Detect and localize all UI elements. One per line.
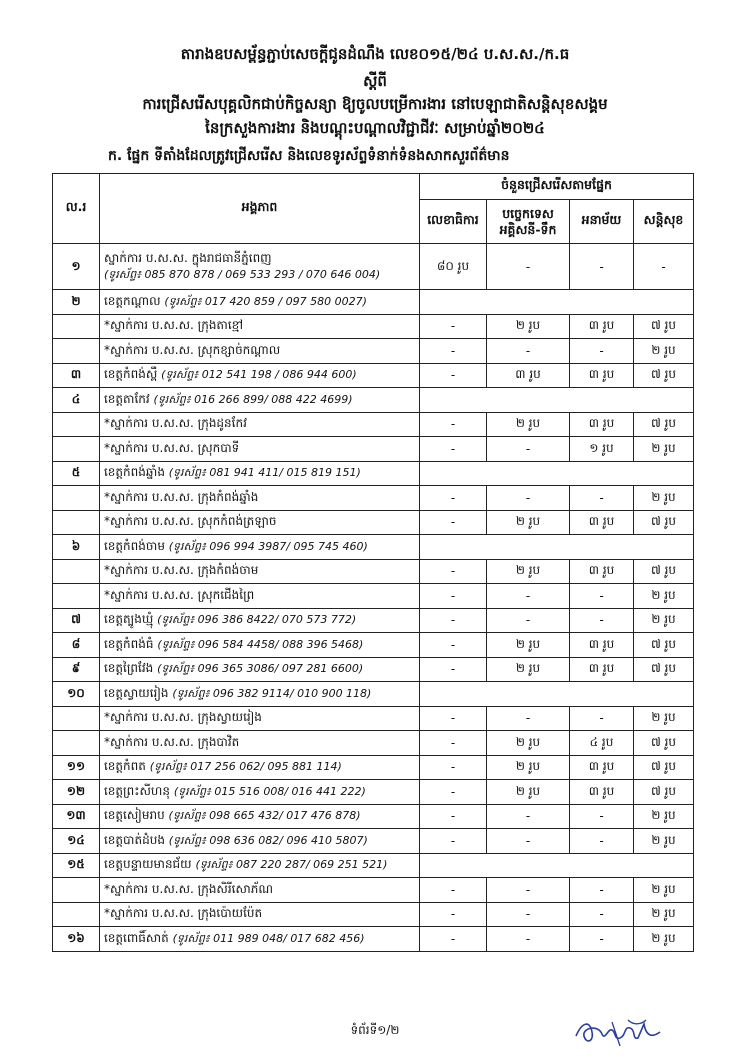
count-secretary: -: [420, 559, 487, 584]
entity-name: ខេត្តព្រៃវែង: [104, 661, 154, 676]
count-janitor: ៣ រូប: [570, 510, 634, 535]
row-number: ១: [53, 244, 100, 290]
entity-cell: [100, 559, 420, 584]
province-group-row: [53, 290, 694, 315]
section-heading: ក. ផ្នែក ទីតាំងដែលត្រូវជ្រើសរើស និងលេខទូរស័ព្ទទំនាក់ទំនងសាកសួរព័ត៌មាន: [108, 148, 510, 164]
count-technical: -: [487, 486, 570, 511]
count-secretary: -: [420, 633, 487, 658]
table-row: [53, 902, 694, 927]
count-security: ៧ រូប: [634, 780, 694, 805]
table-row: [53, 584, 694, 609]
count-technical: -: [487, 829, 570, 854]
row-number: [53, 559, 100, 584]
count-security: -: [634, 244, 694, 290]
col-header-entity: អង្គភាព: [100, 174, 420, 244]
count-secretary: -: [420, 755, 487, 780]
count-secretary: -: [420, 363, 487, 388]
count-technical: ២ រូប: [487, 731, 570, 756]
entity-cell: [100, 486, 420, 511]
table-row: [53, 706, 694, 731]
page-number: ទំព័រទី១/២: [350, 1023, 400, 1037]
row-number: [53, 902, 100, 927]
count-technical: ២ រូប: [487, 633, 570, 658]
count-technical: ២ រូប: [487, 412, 570, 437]
entity-phone: (ទូរស័ព្ទ៖ 096 386 8422/ 070 573 772): [157, 613, 357, 627]
count-secretary: -: [420, 878, 487, 903]
count-secretary: -: [420, 412, 487, 437]
entity-name: *ស្នាក់ការ ប.ស.ស. ក្រុងប៉ោយប៉ែត: [104, 906, 263, 921]
table-row: [53, 412, 694, 437]
entity-name: *ស្នាក់ការ ប.ស.ស. ក្រុងបាវិត: [104, 734, 240, 749]
entity-name: ខេត្តស្វាយរៀង: [104, 685, 169, 700]
count-security: ២ រូប: [634, 829, 694, 854]
col-header-technical: [487, 200, 570, 244]
count-technical: -: [487, 584, 570, 609]
document-subject: ការជ្រើសរើសបុគ្គលិកជាប់កិច្ចសន្យា ឱ្យចូលបម្រើការងារ នៅបេឡាជាតិសន្តិសុខសង្គម: [142, 95, 608, 113]
count-janitor: -: [570, 608, 634, 633]
col-header-security: សន្តិសុខ: [634, 200, 694, 244]
entity-phone: (ទូរស័ព្ទ៖ 085 870 878 / 069 533 293 / 070 646 004): [104, 267, 381, 281]
entity-name: *ស្នាក់ការ ប.ស.ស. ក្រុងស្វាយរៀង: [104, 710, 262, 725]
empty-group-cell: [420, 461, 694, 486]
count-secretary: ៨០ រូប: [420, 244, 487, 290]
entity-cell: [100, 706, 420, 731]
entity-name: *ស្នាក់ការ ប.ស.ស. ស្រុកបាទី: [104, 440, 240, 455]
table-row: [53, 559, 694, 584]
entity-name: ខេត្តកំពង់ធំ: [104, 636, 154, 651]
count-security: ៧ រូប: [634, 510, 694, 535]
row-number: [53, 437, 100, 462]
count-technical: ២ រូប: [487, 510, 570, 535]
row-number: ១២: [53, 780, 100, 805]
table-row: [53, 244, 694, 290]
entity-cell: [100, 388, 420, 413]
count-security: ៧ រូប: [634, 363, 694, 388]
count-secretary: -: [420, 339, 487, 364]
document-ministry: នៃក្រសួងការងារ និងបណ្តុះបណ្តាលវិជ្ជាជីវៈ សម្រាប់ឆ្នាំ២០២៤: [205, 119, 545, 137]
row-number: ១៦: [53, 927, 100, 952]
province-group-row: [53, 682, 694, 707]
count-janitor: ១ រូប: [570, 437, 634, 462]
row-number: [53, 412, 100, 437]
count-technical: -: [487, 927, 570, 952]
count-technical: -: [487, 878, 570, 903]
entity-cell: [100, 902, 420, 927]
entity-name: *ស្នាក់ការ ប.ស.ស. ក្រុងដូនកែវ: [104, 416, 247, 431]
count-security: ២ រូប: [634, 878, 694, 903]
row-number: ៧: [53, 608, 100, 633]
count-security: ២ រូប: [634, 339, 694, 364]
count-secretary: -: [420, 608, 487, 633]
row-number: ១៣: [53, 804, 100, 829]
row-number: ១១: [53, 755, 100, 780]
entity-phone: (ទូរស័ព្ទ៖ 017 256 062/ 095 881 114): [149, 760, 342, 774]
table-row: [53, 339, 694, 364]
table-row: [53, 878, 694, 903]
row-number: [53, 486, 100, 511]
entity-phone: (ទូរស័ព្ទ៖ 087 220 287/ 069 251 521): [195, 858, 388, 872]
entity-name: ខេត្តកំពង់ឆ្នាំង: [104, 465, 165, 480]
entity-name: *ស្នាក់ការ ប.ស.ស. ក្រុងសិរីសោភ័ណ: [104, 881, 273, 896]
entity-cell: [100, 657, 420, 682]
table-row: [53, 633, 694, 658]
count-janitor: ៣ រូប: [570, 559, 634, 584]
entity-name: ខេត្តកណ្តាល: [104, 293, 161, 308]
count-janitor: ៣ រូប: [570, 780, 634, 805]
entity-cell: [100, 682, 420, 707]
entity-cell: [100, 461, 420, 486]
entity-name: *ស្នាក់ការ ប.ស.ស. ក្រុងកំពង់ចាម: [104, 563, 259, 578]
row-number: ១០: [53, 682, 100, 707]
entity-name: ស្នាក់ការ ប.ស.ស. ក្នុងរាជធានីភ្នំពេញ: [104, 250, 272, 265]
count-janitor: ៣ រូប: [570, 633, 634, 658]
entity-name: ខេត្តកំពង់ចាម: [104, 538, 165, 553]
count-janitor: -: [570, 486, 634, 511]
table-row: [53, 755, 694, 780]
entity-name: ខេត្តសៀមរាប: [104, 808, 165, 823]
table-row: [53, 486, 694, 511]
count-technical: -: [487, 902, 570, 927]
row-number: ១៥: [53, 853, 100, 878]
entity-name: *ស្នាក់ការ ប.ស.ស. ស្រុកជើងព្រៃ: [104, 587, 255, 602]
count-secretary: -: [420, 706, 487, 731]
document-title: តារាងឧបសម្ព័ន្ធភ្ជាប់សេចក្តីជូនដំណឹង លេខ០១៥/២៤ ប.ស.ស./ក.ធ: [180, 45, 570, 63]
table-row: [53, 437, 694, 462]
row-number: [53, 584, 100, 609]
count-janitor: -: [570, 927, 634, 952]
count-security: ៧ រូប: [634, 412, 694, 437]
count-technical: ៣ រូប: [487, 363, 570, 388]
count-security: ២ រូប: [634, 584, 694, 609]
entity-cell: [100, 633, 420, 658]
entity-phone: (ទូរស័ព្ទ៖ 011 989 048/ 017 682 456): [172, 931, 365, 945]
entity-name: *ស្នាក់ការ ប.ស.ស. ស្រុកកំពង់ត្រឡាច: [104, 514, 277, 529]
row-number: [53, 731, 100, 756]
entity-cell: [100, 244, 420, 290]
count-secretary: -: [420, 780, 487, 805]
province-group-row: [53, 535, 694, 560]
count-technical: ២ រូប: [487, 314, 570, 339]
entity-name: ខេត្តបាត់ដំបង: [104, 832, 165, 847]
count-secretary: -: [420, 829, 487, 854]
count-technical: ២ រូប: [487, 559, 570, 584]
count-janitor: -: [570, 706, 634, 731]
row-number: ១៤: [53, 829, 100, 854]
entity-cell: [100, 755, 420, 780]
count-technical: ២ រូប: [487, 657, 570, 682]
empty-group-cell: [420, 290, 694, 315]
count-technical: -: [487, 804, 570, 829]
count-security: ២ រូប: [634, 437, 694, 462]
count-janitor: ៣ រូប: [570, 314, 634, 339]
entity-cell: [100, 510, 420, 535]
entity-phone: (ទូរស័ព្ទ៖ 098 636 082/ 096 410 5807): [168, 833, 368, 847]
row-number: ៣: [53, 363, 100, 388]
count-technical: ២ រូប: [487, 755, 570, 780]
count-security: ៧ រូប: [634, 314, 694, 339]
table-row: [53, 780, 694, 805]
row-number: [53, 878, 100, 903]
signature: [572, 1014, 664, 1050]
entity-name: ខេត្តបន្ទាយមានជ័យ: [104, 857, 192, 872]
count-secretary: -: [420, 731, 487, 756]
count-janitor: -: [570, 584, 634, 609]
row-number: ៨: [53, 633, 100, 658]
count-secretary: -: [420, 486, 487, 511]
count-security: ៧ រូប: [634, 755, 694, 780]
table-row: [53, 829, 694, 854]
entity-phone: (ទូរស័ព្ទ៖ 096 365 3086/ 097 281 6600): [157, 662, 364, 676]
count-secretary: -: [420, 510, 487, 535]
count-janitor: -: [570, 804, 634, 829]
entity-cell: [100, 290, 420, 315]
entity-phone: (ទូរស័ព្ទ៖ 081 941 411/ 015 819 151): [168, 466, 361, 480]
entity-name: ខេត្តកំពង់ស្ពឺ: [104, 367, 158, 382]
row-number: [53, 314, 100, 339]
table-row: [53, 314, 694, 339]
table-body: [53, 244, 694, 952]
count-security: ២ រូប: [634, 486, 694, 511]
count-janitor: ៣ រូប: [570, 755, 634, 780]
count-janitor: -: [570, 878, 634, 903]
entity-cell: [100, 535, 420, 560]
count-technical: -: [487, 706, 570, 731]
col-header-technical-line2: អគ្គិសនី-ទឹក: [499, 221, 557, 237]
count-technical: -: [487, 608, 570, 633]
entity-cell: [100, 804, 420, 829]
entity-name: ខេត្តតាកែវ: [104, 391, 150, 406]
row-number: ៩: [53, 657, 100, 682]
count-secretary: -: [420, 314, 487, 339]
entity-name: *ស្នាក់ការ ប.ស.ស. ស្រុកខ្សាច់កណ្តាល: [104, 342, 281, 357]
count-secretary: -: [420, 657, 487, 682]
entity-cell: [100, 437, 420, 462]
table-row: [53, 657, 694, 682]
table-row: [53, 927, 694, 952]
count-technical: -: [487, 244, 570, 290]
entity-cell: [100, 339, 420, 364]
table-row: [53, 731, 694, 756]
entity-cell: [100, 608, 420, 633]
count-security: ២ រូប: [634, 608, 694, 633]
count-security: ៧ រូប: [634, 657, 694, 682]
col-header-secretary: លេខាធិការ: [420, 200, 487, 244]
count-secretary: -: [420, 902, 487, 927]
count-janitor: -: [570, 902, 634, 927]
row-number: [53, 510, 100, 535]
col-header-no: ល.រ: [53, 174, 100, 244]
entity-cell: [100, 314, 420, 339]
entity-name: *ស្នាក់ការ ប.ស.ស. ក្រុងតាខ្មៅ: [104, 318, 244, 333]
entity-phone: (ទូរស័ព្ទ៖ 096 382 9114/ 010 900 118): [172, 686, 372, 700]
count-security: ៧ រូប: [634, 559, 694, 584]
count-security: ២ រូប: [634, 902, 694, 927]
empty-group-cell: [420, 682, 694, 707]
col-header-janitor: អនាម័យ: [570, 200, 634, 244]
entity-phone: (ទូរស័ព្ទ៖ 096 994 3987/ 095 745 460): [168, 539, 368, 553]
count-secretary: -: [420, 437, 487, 462]
entity-phone: (ទូរស័ព្ទ៖ 017 420 859 / 097 580 0027): [164, 294, 367, 308]
empty-group-cell: [420, 388, 694, 413]
entity-name: *ស្នាក់ការ ប.ស.ស. ក្រុងកំពង់ឆ្នាំង: [104, 489, 259, 504]
count-security: ២ រូប: [634, 927, 694, 952]
count-janitor: ៣ រូប: [570, 412, 634, 437]
count-secretary: -: [420, 584, 487, 609]
entity-cell: [100, 412, 420, 437]
entity-cell: [100, 584, 420, 609]
entity-cell: [100, 878, 420, 903]
entity-phone: (ទូរស័ព្ទ៖ 015 516 008/ 016 441 222): [173, 784, 366, 798]
count-janitor: -: [570, 339, 634, 364]
entity-name: ខេត្តពោធិ៍សាត់: [104, 930, 169, 945]
count-janitor: ៣ រូប: [570, 363, 634, 388]
entity-cell: [100, 731, 420, 756]
count-security: ២ រូប: [634, 804, 694, 829]
entity-name: ខេត្តកំពត: [104, 759, 146, 774]
col-header-group: ចំនួនជ្រើសរើសតាមផ្នែក: [420, 174, 694, 200]
count-security: ៧ រូប: [634, 731, 694, 756]
count-janitor: -: [570, 829, 634, 854]
row-number: [53, 339, 100, 364]
count-janitor: -: [570, 244, 634, 290]
entity-name: ខេត្តព្រះសីហនុ: [104, 783, 170, 798]
entity-cell: [100, 780, 420, 805]
table-row: [53, 363, 694, 388]
province-group-row: [53, 461, 694, 486]
row-number: ៤: [53, 388, 100, 413]
table-row: [53, 510, 694, 535]
count-technical: -: [487, 339, 570, 364]
count-secretary: -: [420, 804, 487, 829]
entity-cell: [100, 829, 420, 854]
count-janitor: ៣ រូប: [570, 657, 634, 682]
table-row: [53, 804, 694, 829]
recruitment-table: [52, 173, 694, 952]
empty-group-cell: [420, 535, 694, 560]
count-secretary: -: [420, 927, 487, 952]
province-group-row: [53, 388, 694, 413]
count-security: ៧ រូប: [634, 633, 694, 658]
col-header-technical-line1: បច្ចេកទេស: [502, 205, 554, 221]
entity-cell: [100, 927, 420, 952]
empty-group-cell: [420, 853, 694, 878]
table-row: [53, 608, 694, 633]
entity-phone: (ទូរស័ព្ទ៖ 012 541 198 / 086 944 600): [161, 368, 357, 382]
entity-phone: (ទូរស័ព្ទ៖ 016 266 899/ 088 422 4699): [153, 392, 353, 406]
entity-cell: [100, 853, 420, 878]
row-number: ៥: [53, 461, 100, 486]
entity-cell: [100, 363, 420, 388]
count-security: ២ រូប: [634, 706, 694, 731]
row-number: ៦: [53, 535, 100, 560]
entity-name: ខេត្តត្បូងឃ្មុំ: [104, 612, 154, 627]
entity-phone: (ទូរស័ព្ទ៖ 098 665 432/ 017 476 878): [168, 809, 361, 823]
province-group-row: [53, 853, 694, 878]
entity-phone: (ទូរស័ព្ទ៖ 096 584 4458/ 088 396 5468): [157, 637, 364, 651]
row-number: ២: [53, 290, 100, 315]
row-number: [53, 706, 100, 731]
count-technical: ២ រូប: [487, 780, 570, 805]
document-subject-label: ស្តីពី: [363, 72, 387, 90]
count-janitor: ៤ រូប: [570, 731, 634, 756]
count-technical: -: [487, 437, 570, 462]
